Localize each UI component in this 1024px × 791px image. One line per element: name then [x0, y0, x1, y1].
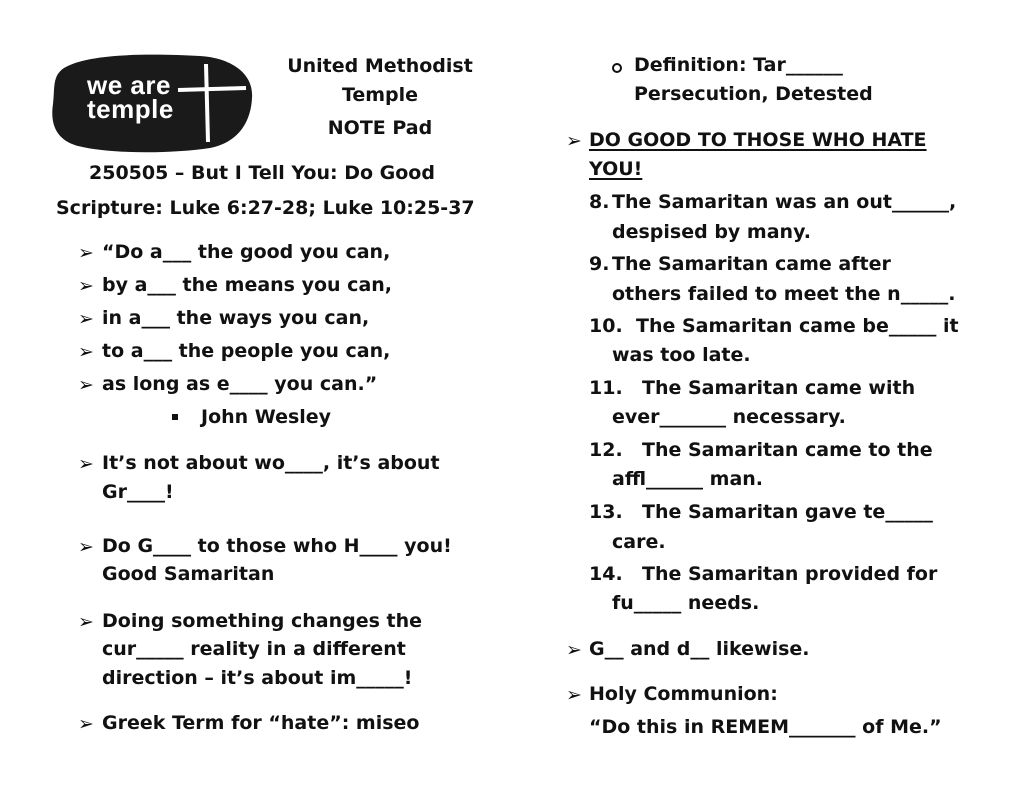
item-13-line-1: The Samaritan gave te_____ — [642, 501, 933, 523]
quote-line-1: “Do a___ the good you can, — [102, 241, 391, 263]
arrow-bullet-icon: ➢ — [78, 611, 94, 633]
quote-line-4: to a___ the people you can, — [102, 340, 391, 362]
item-number: 13. — [589, 501, 623, 523]
definition-line-1: Definition: Tar______ — [634, 54, 843, 76]
section-heading-line-2: YOU! — [589, 158, 643, 180]
quote-line-3: in a___ the ways you can, — [102, 307, 370, 329]
circle-bullet-icon — [612, 63, 622, 73]
item-number: 12. — [589, 439, 623, 461]
item-14-line-2: fu_____ needs. — [612, 592, 760, 614]
logo-line-2: temple — [87, 94, 174, 124]
item-number: 14. — [589, 563, 623, 585]
we-are-temple-logo — [50, 50, 254, 154]
item-number: 10. — [589, 315, 623, 337]
point-do-good-line-2: Good Samaritan — [102, 563, 275, 585]
arrow-bullet-icon: ➢ — [566, 130, 582, 152]
definition-line-2: Persecution, Detested — [634, 83, 873, 105]
item-number: 8. — [589, 191, 610, 213]
item-number: 9. — [589, 253, 610, 275]
scripture-reference: Scripture: Luke 6:27-28; Luke 10:25-37 — [56, 197, 475, 219]
item-11-line-1: The Samaritan came with — [642, 377, 916, 399]
point-grace-line-1: It’s not about wo____, it’s about — [102, 452, 440, 474]
item-14-line-1: The Samaritan provided for — [642, 563, 938, 585]
item-13-line-2: care. — [612, 531, 666, 553]
point-changes-line-3: direction – it’s about im_____! — [102, 667, 413, 689]
header-church-name: United Methodist — [287, 55, 473, 77]
item-10-line-1: The Samaritan came be_____ it — [636, 315, 959, 337]
arrow-bullet-icon: ➢ — [78, 242, 94, 264]
square-bullet-icon — [172, 414, 178, 420]
arrow-bullet-icon: ➢ — [78, 374, 94, 396]
item-number: 11. — [589, 377, 623, 399]
arrow-bullet-icon: ➢ — [78, 536, 94, 558]
logo-line-1: we are — [87, 70, 171, 100]
item-12-line-2: affl______ man. — [612, 468, 764, 490]
header-church-temple: Temple — [341, 84, 419, 106]
header-notepad: NOTE Pad — [327, 117, 433, 139]
point-greek-term: Greek Term for “hate”: miseo — [102, 712, 420, 734]
arrow-bullet-icon: ➢ — [78, 308, 94, 330]
section-heading-line-1: DO GOOD TO THOSE WHO HATE — [589, 129, 927, 151]
item-9-line-1: The Samaritan came after — [612, 253, 891, 275]
point-changes-line-2: cur_____ reality in a different — [102, 638, 406, 660]
arrow-bullet-icon: ➢ — [78, 341, 94, 363]
quote-author: John Wesley — [201, 406, 332, 428]
item-10-line-2: was too late. — [612, 344, 751, 366]
arrow-bullet-icon: ➢ — [78, 713, 94, 735]
quote-line-2: by a___ the means you can, — [102, 274, 393, 296]
item-9-line-2: others failed to meet the n_____. — [612, 283, 956, 305]
point-grace-line-2: Gr____! — [102, 481, 174, 503]
item-8-line-1: The Samaritan was an out______, — [612, 191, 957, 213]
quote-line-5: as long as e____ you can.” — [102, 373, 378, 395]
item-11-line-2: ever_______ necessary. — [612, 406, 846, 428]
arrow-bullet-icon: ➢ — [566, 684, 582, 706]
arrow-bullet-icon: ➢ — [566, 639, 582, 661]
sermon-title: 250505 – But I Tell You: Do Good — [89, 162, 435, 184]
arrow-bullet-icon: ➢ — [78, 275, 94, 297]
item-8-line-2: despised by many. — [612, 221, 811, 243]
communion-heading: Holy Communion: — [589, 683, 778, 705]
communion-quote: “Do this in REMEM_______ of Me.” — [589, 716, 942, 738]
go-and-do-likewise: G__ and d__ likewise. — [589, 638, 810, 660]
point-do-good-line-1: Do G____ to those who H____ you! — [102, 535, 452, 557]
point-changes-line-1: Doing something changes the — [102, 610, 423, 632]
arrow-bullet-icon: ➢ — [78, 453, 94, 475]
item-12-line-1: The Samaritan came to the — [642, 439, 933, 461]
